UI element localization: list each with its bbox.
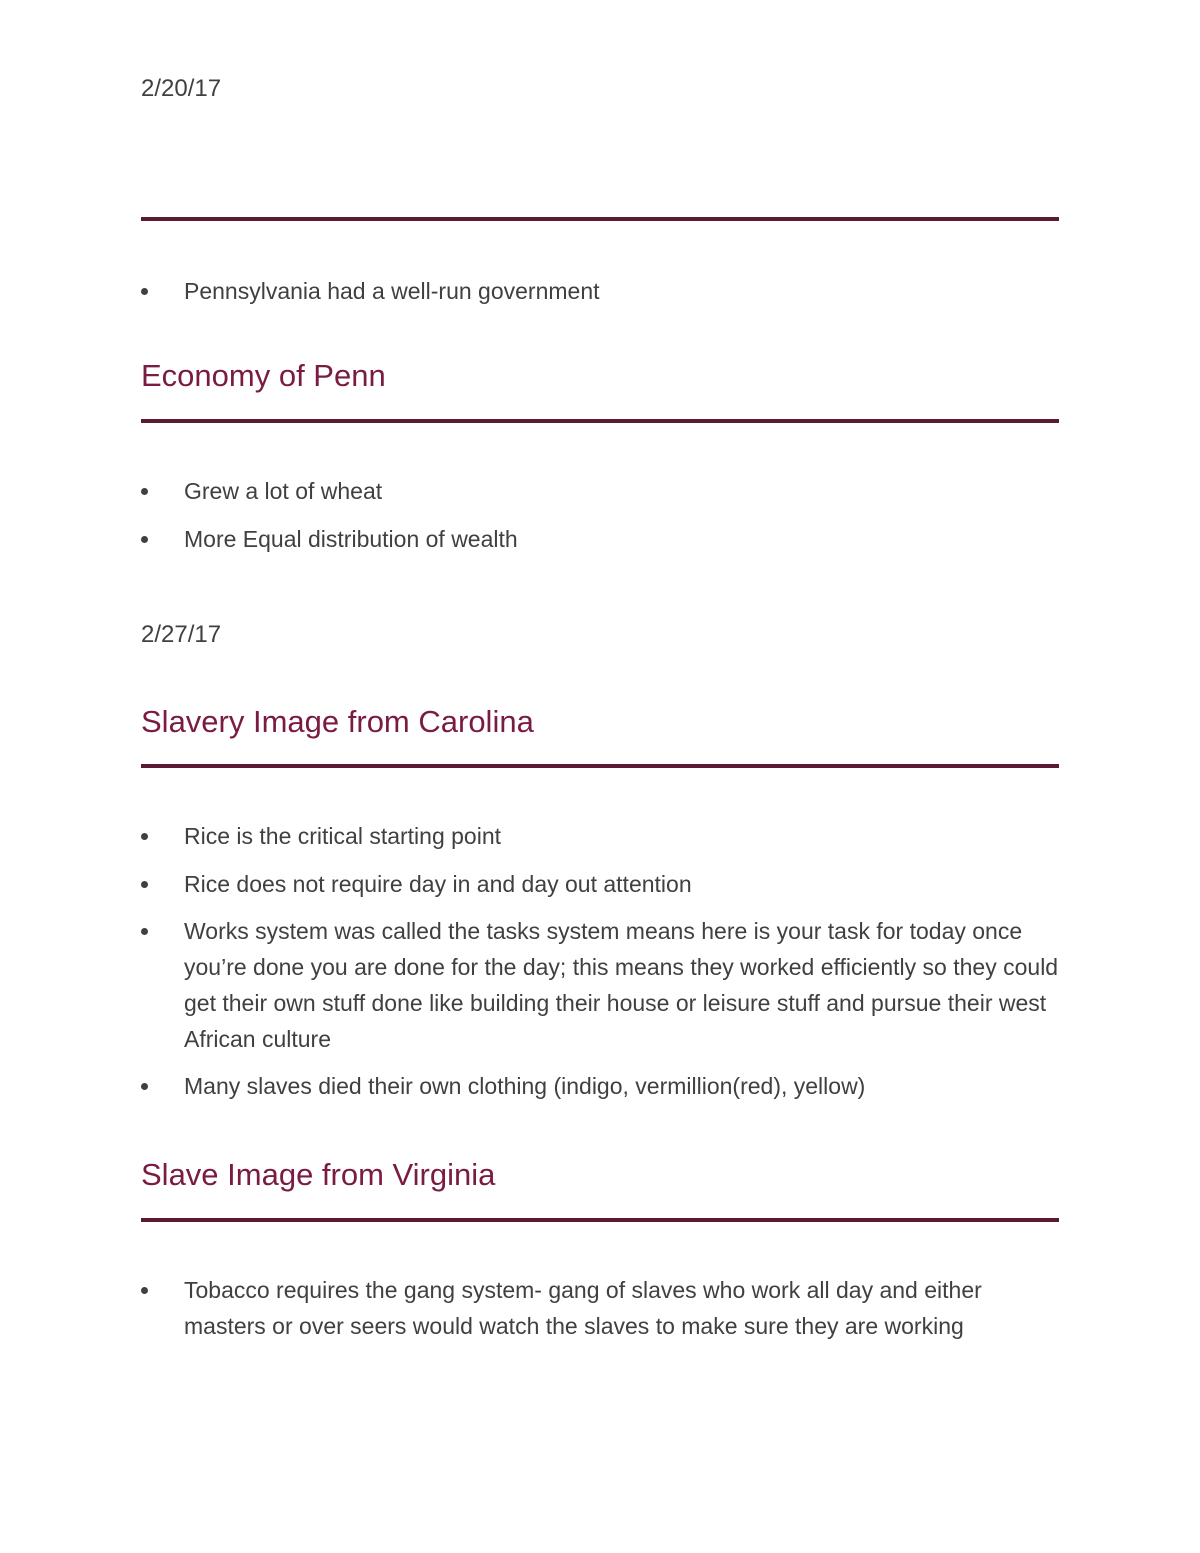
list-item: [141, 913, 1059, 1057]
heading-rule: [141, 764, 1059, 768]
bullet-icon: [141, 536, 148, 543]
list-item: [141, 521, 1059, 557]
list-item: [141, 273, 1059, 309]
bullet-list: [141, 473, 1059, 557]
date-label: 2/20/17: [141, 75, 222, 102]
bullet-icon: [141, 488, 148, 495]
list-item: [141, 473, 1059, 509]
bullet-list: [141, 818, 1059, 1104]
bullet-icon: [141, 881, 148, 888]
list-item-text: Tobacco requires the gang system- gang of slaves who work all day and either masters or over seers would watch the slaves to make sure they are working: [184, 1277, 982, 1339]
heading-rule: [141, 419, 1059, 423]
list-item-text: Many slaves died their own clothing (indigo, vermillion(red), yellow): [184, 1073, 866, 1099]
heading-rule: [141, 1218, 1059, 1222]
date-label: 2/27/17: [141, 621, 222, 648]
bullet-icon: [141, 833, 148, 840]
section-heading: Slavery Image from Carolina: [141, 704, 534, 739]
section-heading: Slave Image from Virginia: [141, 1157, 496, 1192]
bullet-list: [141, 1272, 1059, 1344]
bullet-icon: [141, 288, 148, 295]
list-item-text: Rice is the critical starting point: [184, 823, 502, 849]
list-item-text: Rice does not require day in and day out attention: [184, 871, 692, 897]
list-item: [141, 866, 1059, 902]
list-item-text: More Equal distribution of wealth: [184, 526, 518, 552]
list-item-text: Pennsylvania had a well-run government: [184, 278, 600, 304]
list-item: [141, 818, 1059, 854]
heading-rule: [141, 217, 1059, 221]
list-item-text: Grew a lot of wheat: [184, 478, 383, 504]
list-item: [141, 1068, 1059, 1104]
bullet-icon: [141, 928, 148, 935]
bullet-list: [141, 273, 1059, 309]
section-heading: Economy of Penn: [141, 358, 386, 393]
bullet-icon: [141, 1287, 148, 1294]
list-item-text: Works system was called the tasks system means here is your task for today once you’re done you are done for the day; this means they worked efficiently so they could get their own stuff done like building their house or leisure stuff and pursue their west African culture: [184, 918, 1059, 1052]
bullet-icon: [141, 1083, 148, 1090]
list-item: [141, 1272, 1059, 1344]
